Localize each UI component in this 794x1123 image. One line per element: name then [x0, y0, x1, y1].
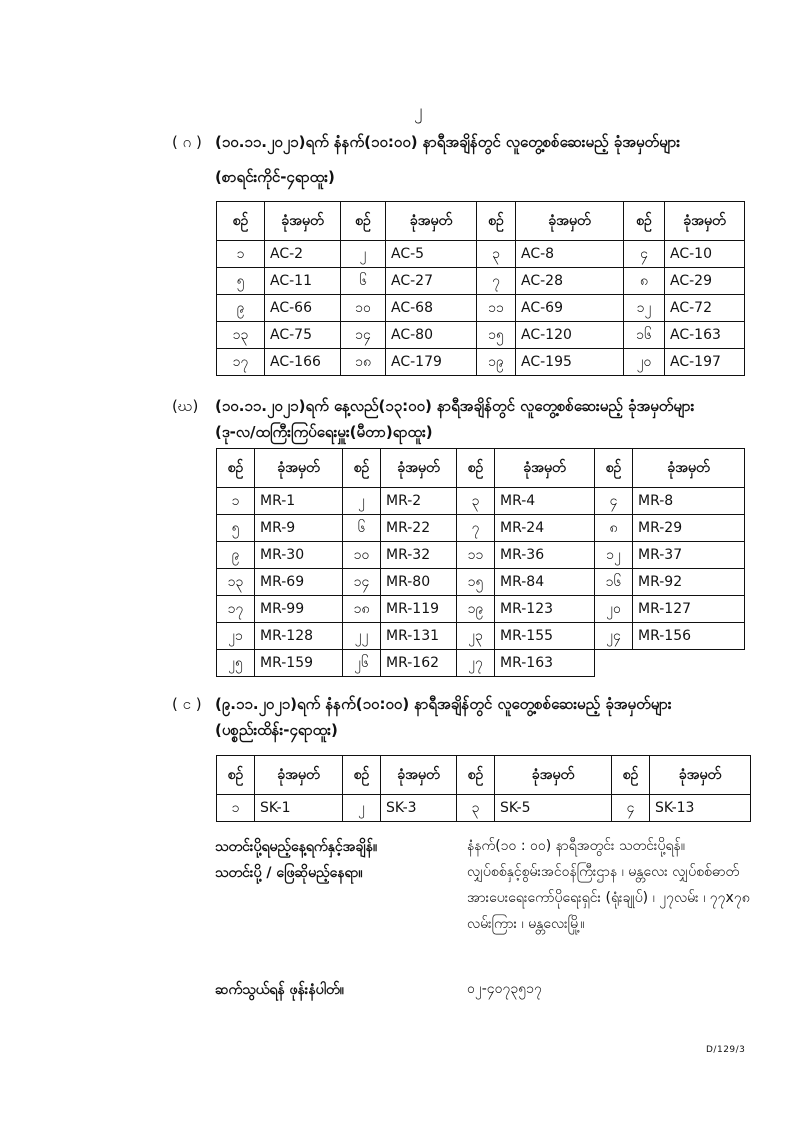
seat-table	[216, 755, 751, 822]
phone-label: ဆက်သွယ်ရန် ဖုန်းနံပါတ်။	[215, 982, 344, 998]
serial-number: ၉	[217, 542, 255, 569]
seat-number: MR-127	[633, 596, 745, 623]
column-header-no: စဥ်	[343, 449, 381, 488]
serial-number: ၇	[477, 268, 516, 295]
seat-number: MR-159	[255, 650, 343, 677]
table-row	[217, 795, 751, 822]
serial-number: ၈	[595, 515, 633, 542]
serial-number: ၅	[217, 515, 255, 542]
report-time-label: သတင်းပို့ရမည့်နေ့ရက်နှင့်အချိန်။	[215, 839, 378, 855]
empty-cell	[595, 650, 633, 677]
serial-number: ၁၀	[343, 542, 381, 569]
serial-number: ၉	[217, 295, 265, 322]
column-header-seat: ခုံအမှတ်	[516, 202, 624, 241]
serial-number: ၄	[624, 241, 665, 268]
seat-number: MR-22	[381, 515, 457, 542]
table-row	[217, 596, 745, 623]
seat-number: MR-155	[495, 623, 595, 650]
seat-number: AC-11	[265, 268, 341, 295]
seat-number: AC-27	[386, 268, 477, 295]
serial-number: ၁	[217, 488, 255, 515]
column-header-no: စဥ်	[595, 449, 633, 488]
table-header-row	[217, 202, 745, 241]
table-row	[217, 515, 745, 542]
table-header-row	[217, 449, 745, 488]
serial-number: ၁၀	[341, 295, 386, 322]
table-row	[217, 650, 745, 677]
serial-number: ၂၁	[217, 623, 255, 650]
serial-number: ၁၂	[624, 295, 665, 322]
seat-number: MR-80	[381, 569, 457, 596]
seat-number: MR-92	[633, 569, 745, 596]
section-subheading: (ပစ္စည်းထိန်း-၄ရာထူး)	[215, 721, 338, 739]
section-heading: (၁၀.၁၁.၂၀၂၁)ရက် နေ့လည်(၁၃:၀၀) နာရီအချိန်တွင် လူတွေ့စစ်ဆေးမည့် ခုံအမှတ်များ	[215, 397, 695, 415]
seat-number: MR-32	[381, 542, 457, 569]
seat-number: MR-36	[495, 542, 595, 569]
serial-number: ၁၂	[595, 542, 633, 569]
empty-cell	[633, 650, 745, 677]
serial-number: ၂၄	[595, 623, 633, 650]
seat-number: AC-197	[665, 349, 745, 376]
table-row	[217, 542, 745, 569]
serial-number: ၆	[341, 268, 386, 295]
document-code: D/129/3	[706, 1045, 746, 1055]
seat-number: AC-179	[386, 349, 477, 376]
column-header-no: စဥ်	[624, 202, 665, 241]
seat-number: MR-84	[495, 569, 595, 596]
serial-number: ၁၉	[457, 596, 495, 623]
page-number: ၂	[414, 101, 423, 121]
serial-number: ၁	[217, 795, 255, 822]
column-header-seat: ခုံအမှတ်	[381, 449, 457, 488]
serial-number: ၁၆	[624, 322, 665, 349]
seat-number: AC-72	[665, 295, 745, 322]
section-letter: (ဃ)	[172, 397, 199, 415]
section-letter: ( င )	[172, 695, 202, 713]
table-row	[217, 623, 745, 650]
serial-number: ၁၇	[217, 349, 265, 376]
serial-number: ၃	[457, 488, 495, 515]
table-header-row	[217, 756, 751, 795]
column-header-no: စဥ်	[477, 202, 516, 241]
column-header-seat: ခုံအမှတ်	[255, 449, 343, 488]
seat-number: AC-29	[665, 268, 745, 295]
serial-number: ၂၃	[457, 623, 495, 650]
section-letter: ( ဂ )	[172, 133, 202, 151]
serial-number: ၃	[477, 241, 516, 268]
seat-number: AC-69	[516, 295, 624, 322]
serial-number: ၂၆	[343, 650, 381, 677]
serial-number: ၁၅	[477, 322, 516, 349]
column-header-no: စဥ်	[217, 202, 265, 241]
serial-number: ၁၇	[217, 596, 255, 623]
serial-number: ၃	[457, 795, 495, 822]
seat-number: AC-166	[265, 349, 341, 376]
serial-number: ၁၁	[477, 295, 516, 322]
seat-number: AC-120	[516, 322, 624, 349]
serial-number: ၁၁	[457, 542, 495, 569]
seat-number: MR-162	[381, 650, 457, 677]
column-header-seat: ခုံအမှတ်	[633, 449, 745, 488]
column-header-no: စဥ်	[612, 756, 650, 795]
seat-number: MR-29	[633, 515, 745, 542]
seat-number: AC-80	[386, 322, 477, 349]
seat-number: AC-195	[516, 349, 624, 376]
seat-number: MR-119	[381, 596, 457, 623]
table-row	[217, 569, 745, 596]
table-row	[217, 268, 745, 295]
seat-number: MR-99	[255, 596, 343, 623]
serial-number: ၁၅	[457, 569, 495, 596]
seat-number: MR-9	[255, 515, 343, 542]
section-subheading: (စာရင်းကိုင်-၄ရာထူး)	[215, 168, 335, 186]
serial-number: ၄	[595, 488, 633, 515]
column-header-seat: ခုံအမှတ်	[495, 756, 612, 795]
seat-number: SK-1	[255, 795, 343, 822]
serial-number: ၁	[217, 241, 265, 268]
seat-number: MR-2	[381, 488, 457, 515]
seat-number: AC-68	[386, 295, 477, 322]
seat-number: AC-28	[516, 268, 624, 295]
seat-number: MR-123	[495, 596, 595, 623]
seat-number: AC-66	[265, 295, 341, 322]
seat-number: MR-128	[255, 623, 343, 650]
serial-number: ၇	[457, 515, 495, 542]
seat-number: AC-163	[665, 322, 745, 349]
serial-number: ၂၇	[457, 650, 495, 677]
column-header-seat: ခုံအမှတ်	[650, 756, 751, 795]
column-header-no: စဥ်	[217, 756, 255, 795]
serial-number: ၂	[343, 795, 381, 822]
seat-number: MR-69	[255, 569, 343, 596]
seat-number: SK-3	[381, 795, 457, 822]
seat-number: MR-24	[495, 515, 595, 542]
seat-number: MR-30	[255, 542, 343, 569]
serial-number: ၁၉	[477, 349, 516, 376]
serial-number: ၂၀	[624, 349, 665, 376]
section-subheading: (ဒု-လ/ထကြီးကြပ်ရေးမှူး(မီတာ)ရာထူး)	[215, 423, 433, 441]
seat-number: AC-75	[265, 322, 341, 349]
serial-number: ၂၅	[217, 650, 255, 677]
seat-table	[216, 448, 745, 677]
seat-number: MR-163	[495, 650, 595, 677]
section-heading: (၁၀.၁၁.၂၀၂၁)ရက် နံနက်(၁၀:၀၀) နာရီအချိန်တွင် လူတွေ့စစ်ဆေးမည့် ခုံအမှတ်များ	[215, 133, 681, 151]
phone-value: ၀၂-၄၀၇၃၅၁၇	[467, 981, 542, 997]
column-header-no: စဥ်	[457, 449, 495, 488]
seat-number: MR-8	[633, 488, 745, 515]
column-header-no: စဥ်	[343, 756, 381, 795]
table-row	[217, 295, 745, 322]
seat-number: SK-13	[650, 795, 751, 822]
serial-number: ၁၃	[217, 569, 255, 596]
seat-number: AC-8	[516, 241, 624, 268]
table-row	[217, 488, 745, 515]
venue-value: လျှပ်စစ်နှင့်စွမ်းအင်ဝန်ကြီးဌာန ၊ မန္တလေး လျှပ်စစ်ဓာတ်အားပေးရေးကော်ပိုရေးရှင်း (ရုံးချုပ်) ၊ ၂၇လမ်း ၊ ၇၇x၇၈ လမ်းကြား ၊ မန္တလေးမြို့။	[467, 864, 750, 932]
column-header-no: စဥ်	[341, 202, 386, 241]
column-header-seat: ခုံအမှတ်	[255, 756, 343, 795]
seat-number: MR-156	[633, 623, 745, 650]
seat-number: MR-131	[381, 623, 457, 650]
table-row	[217, 241, 745, 268]
column-header-seat: ခုံအမှတ်	[265, 202, 341, 241]
section-heading: (၉.၁၁.၂၀၂၁)ရက် နံနက်(၁၀:၀၀) နာရီအချိန်တွင် လူတွေ့စစ်ဆေးမည့် ခုံအမှတ်များ	[215, 695, 672, 713]
serial-number: ၁၈	[341, 349, 386, 376]
seat-number: AC-10	[665, 241, 745, 268]
table-row	[217, 322, 745, 349]
serial-number: ၅	[217, 268, 265, 295]
column-header-no: စဥ်	[217, 449, 255, 488]
seat-number: SK-5	[495, 795, 612, 822]
column-header-seat: ခုံအမှတ်	[381, 756, 457, 795]
seat-number: MR-37	[633, 542, 745, 569]
column-header-seat: ခုံအမှတ်	[665, 202, 745, 241]
serial-number: ၄	[612, 795, 650, 822]
column-header-seat: ခုံအမှတ်	[386, 202, 477, 241]
serial-number: ၂၀	[595, 596, 633, 623]
seat-table	[216, 201, 745, 376]
serial-number: ၁၃	[217, 322, 265, 349]
seat-number: AC-5	[386, 241, 477, 268]
serial-number: ၁၄	[341, 322, 386, 349]
seat-number: AC-2	[265, 241, 341, 268]
serial-number: ၂	[343, 488, 381, 515]
report-time-value: နံနက်(၁၀ : ၀၀) နာရီအတွင်း သတင်းပို့ရန်။	[467, 838, 685, 854]
seat-number: MR-4	[495, 488, 595, 515]
seat-number: MR-1	[255, 488, 343, 515]
venue-label: သတင်းပို့ / ဖြေဆိုမည့်နေရာ။	[215, 865, 363, 881]
serial-number: ၁၈	[343, 596, 381, 623]
table-row	[217, 349, 745, 376]
serial-number: ၂	[341, 241, 386, 268]
serial-number: ၁၄	[343, 569, 381, 596]
serial-number: ၆	[343, 515, 381, 542]
serial-number: ၁၆	[595, 569, 633, 596]
serial-number: ၂၂	[343, 623, 381, 650]
serial-number: ၈	[624, 268, 665, 295]
column-header-seat: ခုံအမှတ်	[495, 449, 595, 488]
column-header-no: စဥ်	[457, 756, 495, 795]
